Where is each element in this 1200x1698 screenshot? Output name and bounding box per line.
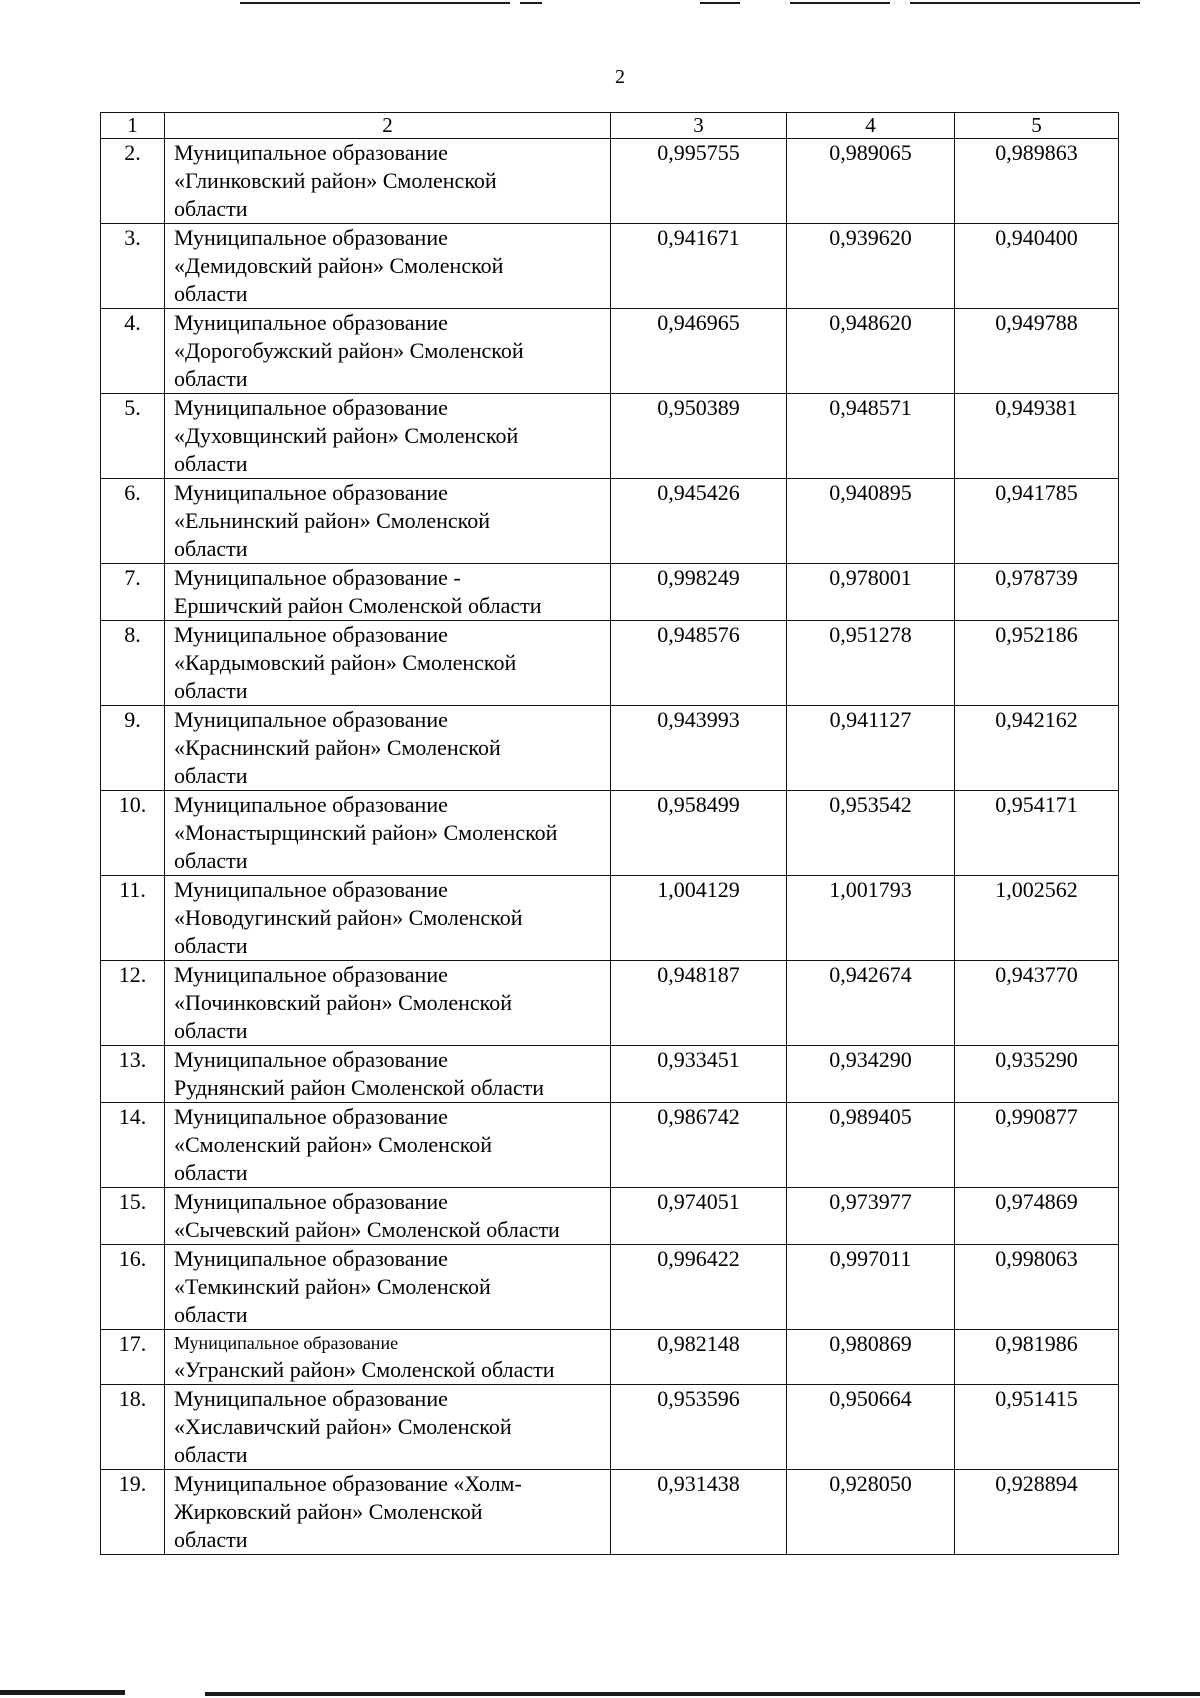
- table-row: [101, 1385, 1119, 1470]
- scan-artifact-top-3: [700, 2, 740, 4]
- municipality-name: [165, 791, 611, 876]
- municipality-name: [165, 309, 611, 394]
- municipality-name-line: Муниципальное образование: [174, 707, 448, 732]
- header-col-3: 3: [611, 113, 787, 139]
- municipality-name-line: «Темкинский район» Смоленской: [174, 1274, 491, 1299]
- table-row: [101, 791, 1119, 876]
- table-row: [101, 564, 1119, 621]
- row-number: 4.: [101, 309, 165, 394]
- municipality-name-line: Жирковский район» Смоленской: [174, 1499, 483, 1524]
- value-col-4: 0,934290: [787, 1046, 955, 1103]
- municipality-name-line: Муниципальное образование: [174, 140, 448, 165]
- municipality-name-line: «Кардымовский район» Смоленской: [174, 650, 517, 675]
- value-col-3: 0,998249: [611, 564, 787, 621]
- table-row: [101, 394, 1119, 479]
- value-col-3: 0,953596: [611, 1385, 787, 1470]
- municipality-name-line: области: [174, 1018, 248, 1043]
- table-row: [101, 1470, 1119, 1555]
- value-col-5: 0,998063: [955, 1245, 1119, 1330]
- value-col-5: 0,978739: [955, 564, 1119, 621]
- table-row: [101, 224, 1119, 309]
- header-col-5: 5: [955, 113, 1119, 139]
- value-col-4: 0,973977: [787, 1188, 955, 1245]
- value-col-3: 0,931438: [611, 1470, 787, 1555]
- municipality-name-line: области: [174, 933, 248, 958]
- table-row: [101, 876, 1119, 961]
- value-col-5: 0,940400: [955, 224, 1119, 309]
- header-col-1: 1: [101, 113, 165, 139]
- row-number: 8.: [101, 621, 165, 706]
- municipality-name-line: Муниципальное образование: [174, 1189, 448, 1214]
- row-number: 7.: [101, 564, 165, 621]
- municipality-name-line: Руднянский район Смоленской области: [174, 1075, 544, 1100]
- table-row: [101, 309, 1119, 394]
- value-col-5: 0,928894: [955, 1470, 1119, 1555]
- municipality-name-line: области: [174, 1160, 248, 1185]
- value-col-5: 0,990877: [955, 1103, 1119, 1188]
- value-col-5: 0,974869: [955, 1188, 1119, 1245]
- value-col-3: 0,941671: [611, 224, 787, 309]
- municipality-name-line: «Ельнинский район» Смоленской: [174, 508, 491, 533]
- municipality-name-line: области: [174, 536, 248, 561]
- municipality-name-line: Муниципальное образование: [174, 1246, 448, 1271]
- value-col-5: 0,954171: [955, 791, 1119, 876]
- scan-artifact-top-2: [520, 2, 542, 4]
- value-col-3: 0,986742: [611, 1103, 787, 1188]
- table-row: [101, 1330, 1119, 1385]
- value-col-4: 0,939620: [787, 224, 955, 309]
- value-col-4: 1,001793: [787, 876, 955, 961]
- table-header-row: [101, 113, 1119, 139]
- value-col-5: 0,949381: [955, 394, 1119, 479]
- municipality-name-line: области: [174, 196, 248, 221]
- row-number: 18.: [101, 1385, 165, 1470]
- header-col-2: 2: [165, 113, 611, 139]
- scan-artifact-top-4: [790, 2, 890, 4]
- municipality-name-line: Муниципальное образование -: [174, 565, 461, 590]
- municipality-name-line: «Сычевский район» Смоленской области: [174, 1217, 560, 1242]
- value-col-5: 0,952186: [955, 621, 1119, 706]
- municipality-name: [165, 961, 611, 1046]
- coefficients-table: [100, 112, 1119, 1555]
- municipality-name-line: «Смоленский район» Смоленской: [174, 1132, 493, 1157]
- table-row: [101, 1188, 1119, 1245]
- table-row: [101, 706, 1119, 791]
- value-col-5: 0,943770: [955, 961, 1119, 1046]
- value-col-3: 1,004129: [611, 876, 787, 961]
- municipality-name-line: Муниципальное образование: [174, 1386, 448, 1411]
- municipality-name-line: Муниципальное образование: [174, 225, 448, 250]
- municipality-name-line: области: [174, 366, 248, 391]
- municipality-name-line: «Угранский район» Смоленской области: [174, 1357, 555, 1382]
- row-number: 19.: [101, 1470, 165, 1555]
- table-row: [101, 1245, 1119, 1330]
- row-number: 17.: [101, 1330, 165, 1385]
- value-col-4: 0,953542: [787, 791, 955, 876]
- municipality-name: [165, 1470, 611, 1555]
- value-col-5: 1,002562: [955, 876, 1119, 961]
- municipality-name: [165, 621, 611, 706]
- header-col-4: 4: [787, 113, 955, 139]
- municipality-name-line: «Новодугинский район» Смоленской: [174, 905, 523, 930]
- row-number: 9.: [101, 706, 165, 791]
- municipality-name-line: «Краснинский район» Смоленской: [174, 735, 501, 760]
- table-row: [101, 961, 1119, 1046]
- value-col-4: 0,940895: [787, 479, 955, 564]
- value-col-3: 0,996422: [611, 1245, 787, 1330]
- row-number: 12.: [101, 961, 165, 1046]
- municipality-name: [165, 564, 611, 621]
- municipality-name-line: Муниципальное образование: [174, 1104, 448, 1129]
- value-col-5: 0,989863: [955, 139, 1119, 224]
- value-col-4: 0,950664: [787, 1385, 955, 1470]
- municipality-name: [165, 1046, 611, 1103]
- municipality-name-line: Муниципальное образование: [174, 622, 448, 647]
- municipality-name: [165, 876, 611, 961]
- value-col-3: 0,945426: [611, 479, 787, 564]
- row-number: 2.: [101, 139, 165, 224]
- municipality-name-line: Муниципальное образование: [174, 310, 448, 335]
- value-col-4: 0,997011: [787, 1245, 955, 1330]
- value-col-3: 0,948187: [611, 961, 787, 1046]
- value-col-4: 0,989405: [787, 1103, 955, 1188]
- page-number: 2: [615, 66, 625, 88]
- value-col-3: 0,958499: [611, 791, 787, 876]
- row-number: 6.: [101, 479, 165, 564]
- table-row: [101, 621, 1119, 706]
- value-col-4: 0,928050: [787, 1470, 955, 1555]
- municipality-name: [165, 1330, 611, 1385]
- scan-artifact-bottom-2: [205, 1692, 1200, 1696]
- row-number: 15.: [101, 1188, 165, 1245]
- table-row: [101, 139, 1119, 224]
- value-col-3: 0,948576: [611, 621, 787, 706]
- municipality-name: [165, 394, 611, 479]
- value-col-5: 0,935290: [955, 1046, 1119, 1103]
- table-body: [101, 139, 1119, 1555]
- row-number: 5.: [101, 394, 165, 479]
- scan-artifact-bottom-1: [0, 1690, 125, 1695]
- row-number: 14.: [101, 1103, 165, 1188]
- value-col-3: 0,995755: [611, 139, 787, 224]
- municipality-name: [165, 1103, 611, 1188]
- municipality-name-line: «Дорогобужский район» Смоленской: [174, 338, 524, 363]
- municipality-name-line: области: [174, 763, 248, 788]
- value-col-4: 0,941127: [787, 706, 955, 791]
- value-col-4: 0,942674: [787, 961, 955, 1046]
- value-col-5: 0,981986: [955, 1330, 1119, 1385]
- municipality-name-line: Муниципальное образование: [174, 1047, 448, 1072]
- municipality-name-line: «Духовщинский район» Смоленской: [174, 423, 519, 448]
- municipality-name-line: области: [174, 1527, 248, 1552]
- municipality-name-line: «Хиславичский район» Смоленской: [174, 1414, 512, 1439]
- value-col-3: 0,933451: [611, 1046, 787, 1103]
- municipality-name: [165, 1385, 611, 1470]
- municipality-name-line: Муниципальное образование: [174, 962, 448, 987]
- value-col-4: 0,989065: [787, 139, 955, 224]
- municipality-name-line: «Демидовский район» Смоленской: [174, 253, 504, 278]
- row-number: 16.: [101, 1245, 165, 1330]
- municipality-name-line: области: [174, 281, 248, 306]
- table-row: [101, 479, 1119, 564]
- value-col-4: 0,980869: [787, 1330, 955, 1385]
- municipality-name-line: Муниципальное образование: [174, 480, 448, 505]
- row-number: 11.: [101, 876, 165, 961]
- value-col-3: 0,974051: [611, 1188, 787, 1245]
- municipality-name-line: «Починковский район» Смоленской: [174, 990, 513, 1015]
- value-col-4: 0,978001: [787, 564, 955, 621]
- municipality-name: [165, 1188, 611, 1245]
- value-col-3: 0,982148: [611, 1330, 787, 1385]
- municipality-name-line: области: [174, 451, 248, 476]
- value-col-5: 0,942162: [955, 706, 1119, 791]
- municipality-name: [165, 139, 611, 224]
- municipality-name-line: Муниципальное образование «Холм-: [174, 1471, 522, 1496]
- value-col-3: 0,943993: [611, 706, 787, 791]
- municipality-name-line: области: [174, 1442, 248, 1467]
- scan-artifact-top-5: [910, 2, 1140, 4]
- municipality-name-line: Муниципальное образование: [174, 877, 448, 902]
- municipality-name-line: области: [174, 1302, 248, 1327]
- municipality-name-line: Муниципальное образование: [174, 395, 448, 420]
- row-number: 10.: [101, 791, 165, 876]
- row-number: 3.: [101, 224, 165, 309]
- municipality-name: [165, 706, 611, 791]
- municipality-name: [165, 224, 611, 309]
- municipality-name-line: области: [174, 678, 248, 703]
- municipality-name-line: Муниципальное образование: [174, 1333, 399, 1353]
- row-number: 13.: [101, 1046, 165, 1103]
- value-col-4: 0,948571: [787, 394, 955, 479]
- municipality-name-line: «Глинковский район» Смоленской: [174, 168, 497, 193]
- value-col-3: 0,946965: [611, 309, 787, 394]
- value-col-5: 0,949788: [955, 309, 1119, 394]
- value-col-4: 0,951278: [787, 621, 955, 706]
- value-col-3: 0,950389: [611, 394, 787, 479]
- municipality-name-line: области: [174, 848, 248, 873]
- value-col-4: 0,948620: [787, 309, 955, 394]
- municipality-name: [165, 479, 611, 564]
- scan-artifact-top-1: [240, 2, 510, 4]
- municipality-name: [165, 1245, 611, 1330]
- value-col-5: 0,941785: [955, 479, 1119, 564]
- municipality-name-line: Ершичский район Смоленской области: [174, 593, 542, 618]
- municipality-name-line: «Монастырщинский район» Смоленской: [174, 820, 558, 845]
- table-row: [101, 1046, 1119, 1103]
- value-col-5: 0,951415: [955, 1385, 1119, 1470]
- table-row: [101, 1103, 1119, 1188]
- municipality-name-line: Муниципальное образование: [174, 792, 448, 817]
